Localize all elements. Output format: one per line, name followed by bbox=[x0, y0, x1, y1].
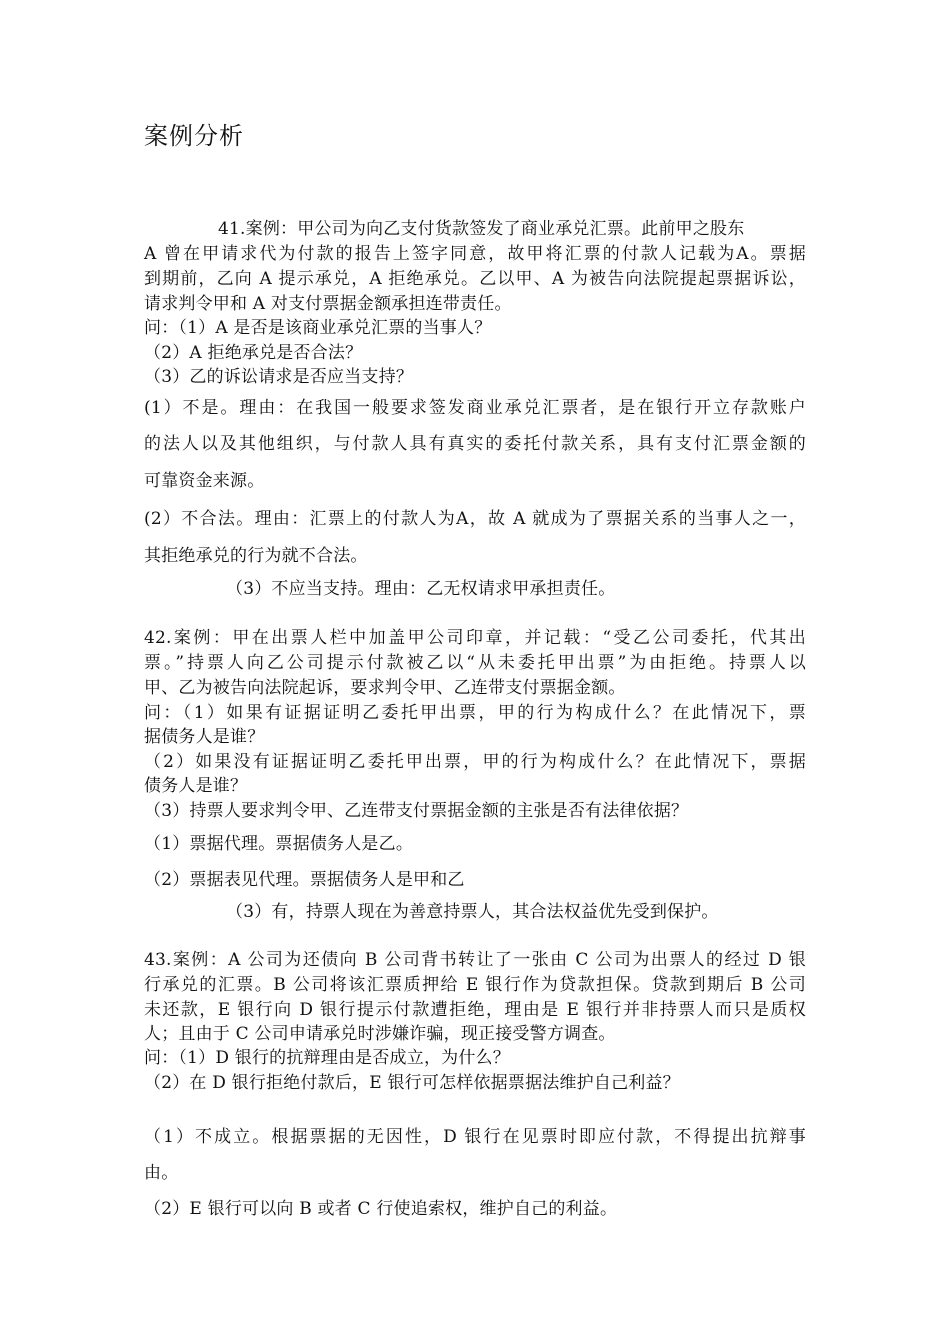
case43-question: （2）在 D 银行拒绝付款后，E 银行可怎样依据票据法维护自己利益？ bbox=[144, 1073, 680, 1093]
page-title: 案例分析 bbox=[144, 122, 244, 150]
case41-answer: 可靠资金来源。 bbox=[144, 471, 265, 491]
case43-line: 43.案例：A 公司为还债向 B 公司背书转让了一张由 C 公司为出票人的经过 D 银 bbox=[144, 950, 806, 970]
case42-question: （2）如果没有证据证明乙委托甲出票，甲的行为构成什么？在此情况下，票据 bbox=[144, 752, 806, 772]
case41-answer: (2）不合法。理由：汇票上的付款人为A，故 A 就成为了票据关系的当事人之一， bbox=[144, 509, 806, 529]
case43-answer: （1）不成立。根据票据的无因性，D 银行在见票时即应付款，不得提出抗辩事 bbox=[144, 1127, 806, 1147]
case41-line: 到期前，乙向 A 提示承兑，A 拒绝承兑。乙以甲、A 为被告向法院提起票据诉讼， bbox=[144, 269, 806, 289]
case42-answer: （3）有，持票人现在为善意持票人，其合法权益优先受到保护。 bbox=[226, 902, 719, 922]
case42-question: 问：（1）如果有证据证明乙委托甲出票，甲的行为构成什么？在此情况下，票 bbox=[144, 703, 806, 723]
case42-answer: （1）票据代理。票据债务人是乙。 bbox=[144, 834, 414, 854]
case41-line: 41.案例：甲公司为向乙支付货款签发了商业承兑汇票。此前甲之股东 bbox=[218, 219, 745, 239]
case42-question: （3）持票人要求判令甲、乙连带支付票据金额的主张是否有法律依据？ bbox=[144, 801, 689, 821]
case42-line: 甲、乙为被告向法院起诉，要求判令甲、乙连带支付票据金额。 bbox=[144, 678, 626, 698]
case43-answer: 由。 bbox=[144, 1163, 179, 1183]
case41-question: （3）乙的诉讼请求是否应当支持？ bbox=[144, 367, 414, 387]
case41-line: 请求判令甲和 A 对支付票据金额承担连带责任。 bbox=[144, 294, 512, 314]
case42-answer: （2）票据表见代理。票据债务人是甲和乙 bbox=[144, 870, 465, 890]
case41-question: 问：（1）A 是否是该商业承兑汇票的当事人？ bbox=[144, 318, 492, 338]
case41-answer: 其拒绝承兑的行为就不合法。 bbox=[144, 546, 368, 566]
case41-answer: 的法人以及其他组织，与付款人具有真实的委托付款关系，具有支付汇票金额的 bbox=[144, 434, 806, 454]
case41-line: A 曾在甲请求代为付款的报告上签字同意，故甲将汇票的付款人记载为A。票据 bbox=[144, 244, 806, 264]
case42-line: 票。”持票人向乙公司提示付款被乙以“从未委托甲出票”为由拒绝。持票人以 bbox=[144, 653, 806, 673]
case41-question: （2）A 拒绝承兑是否合法？ bbox=[144, 343, 363, 363]
case43-line: 未还款，E 银行向 D 银行提示付款遭拒绝，理由是 E 银行并非持票人而只是质权 bbox=[144, 1000, 806, 1020]
case42-question: 债务人是谁？ bbox=[144, 776, 248, 796]
case43-line: 行承兑的汇票。B 公司将该汇票质押给 E 银行作为贷款担保。贷款到期后 B 公司 bbox=[144, 975, 806, 995]
case42-line: 42.案例：甲在出票人栏中加盖甲公司印章，并记载：“受乙公司委托，代其出 bbox=[144, 628, 806, 648]
case42-question: 据债务人是谁？ bbox=[144, 727, 265, 747]
case43-line: 人；且由于 C 公司申请承兑时涉嫌诈骗，现正接受警方调查。 bbox=[144, 1024, 616, 1044]
case41-answer: （3）不应当支持。理由：乙无权请求甲承担责任。 bbox=[226, 579, 616, 599]
case43-question: 问：（1）D 银行的抗辩理由是否成立，为什么？ bbox=[144, 1048, 510, 1068]
case43-answer: （2）E 银行可以向 B 或者 C 行使追索权，维护自己的利益。 bbox=[144, 1199, 618, 1219]
case41-answer: (1）不是。理由：在我国一般要求签发商业承兑汇票者，是在银行开立存款账户 bbox=[144, 398, 806, 418]
